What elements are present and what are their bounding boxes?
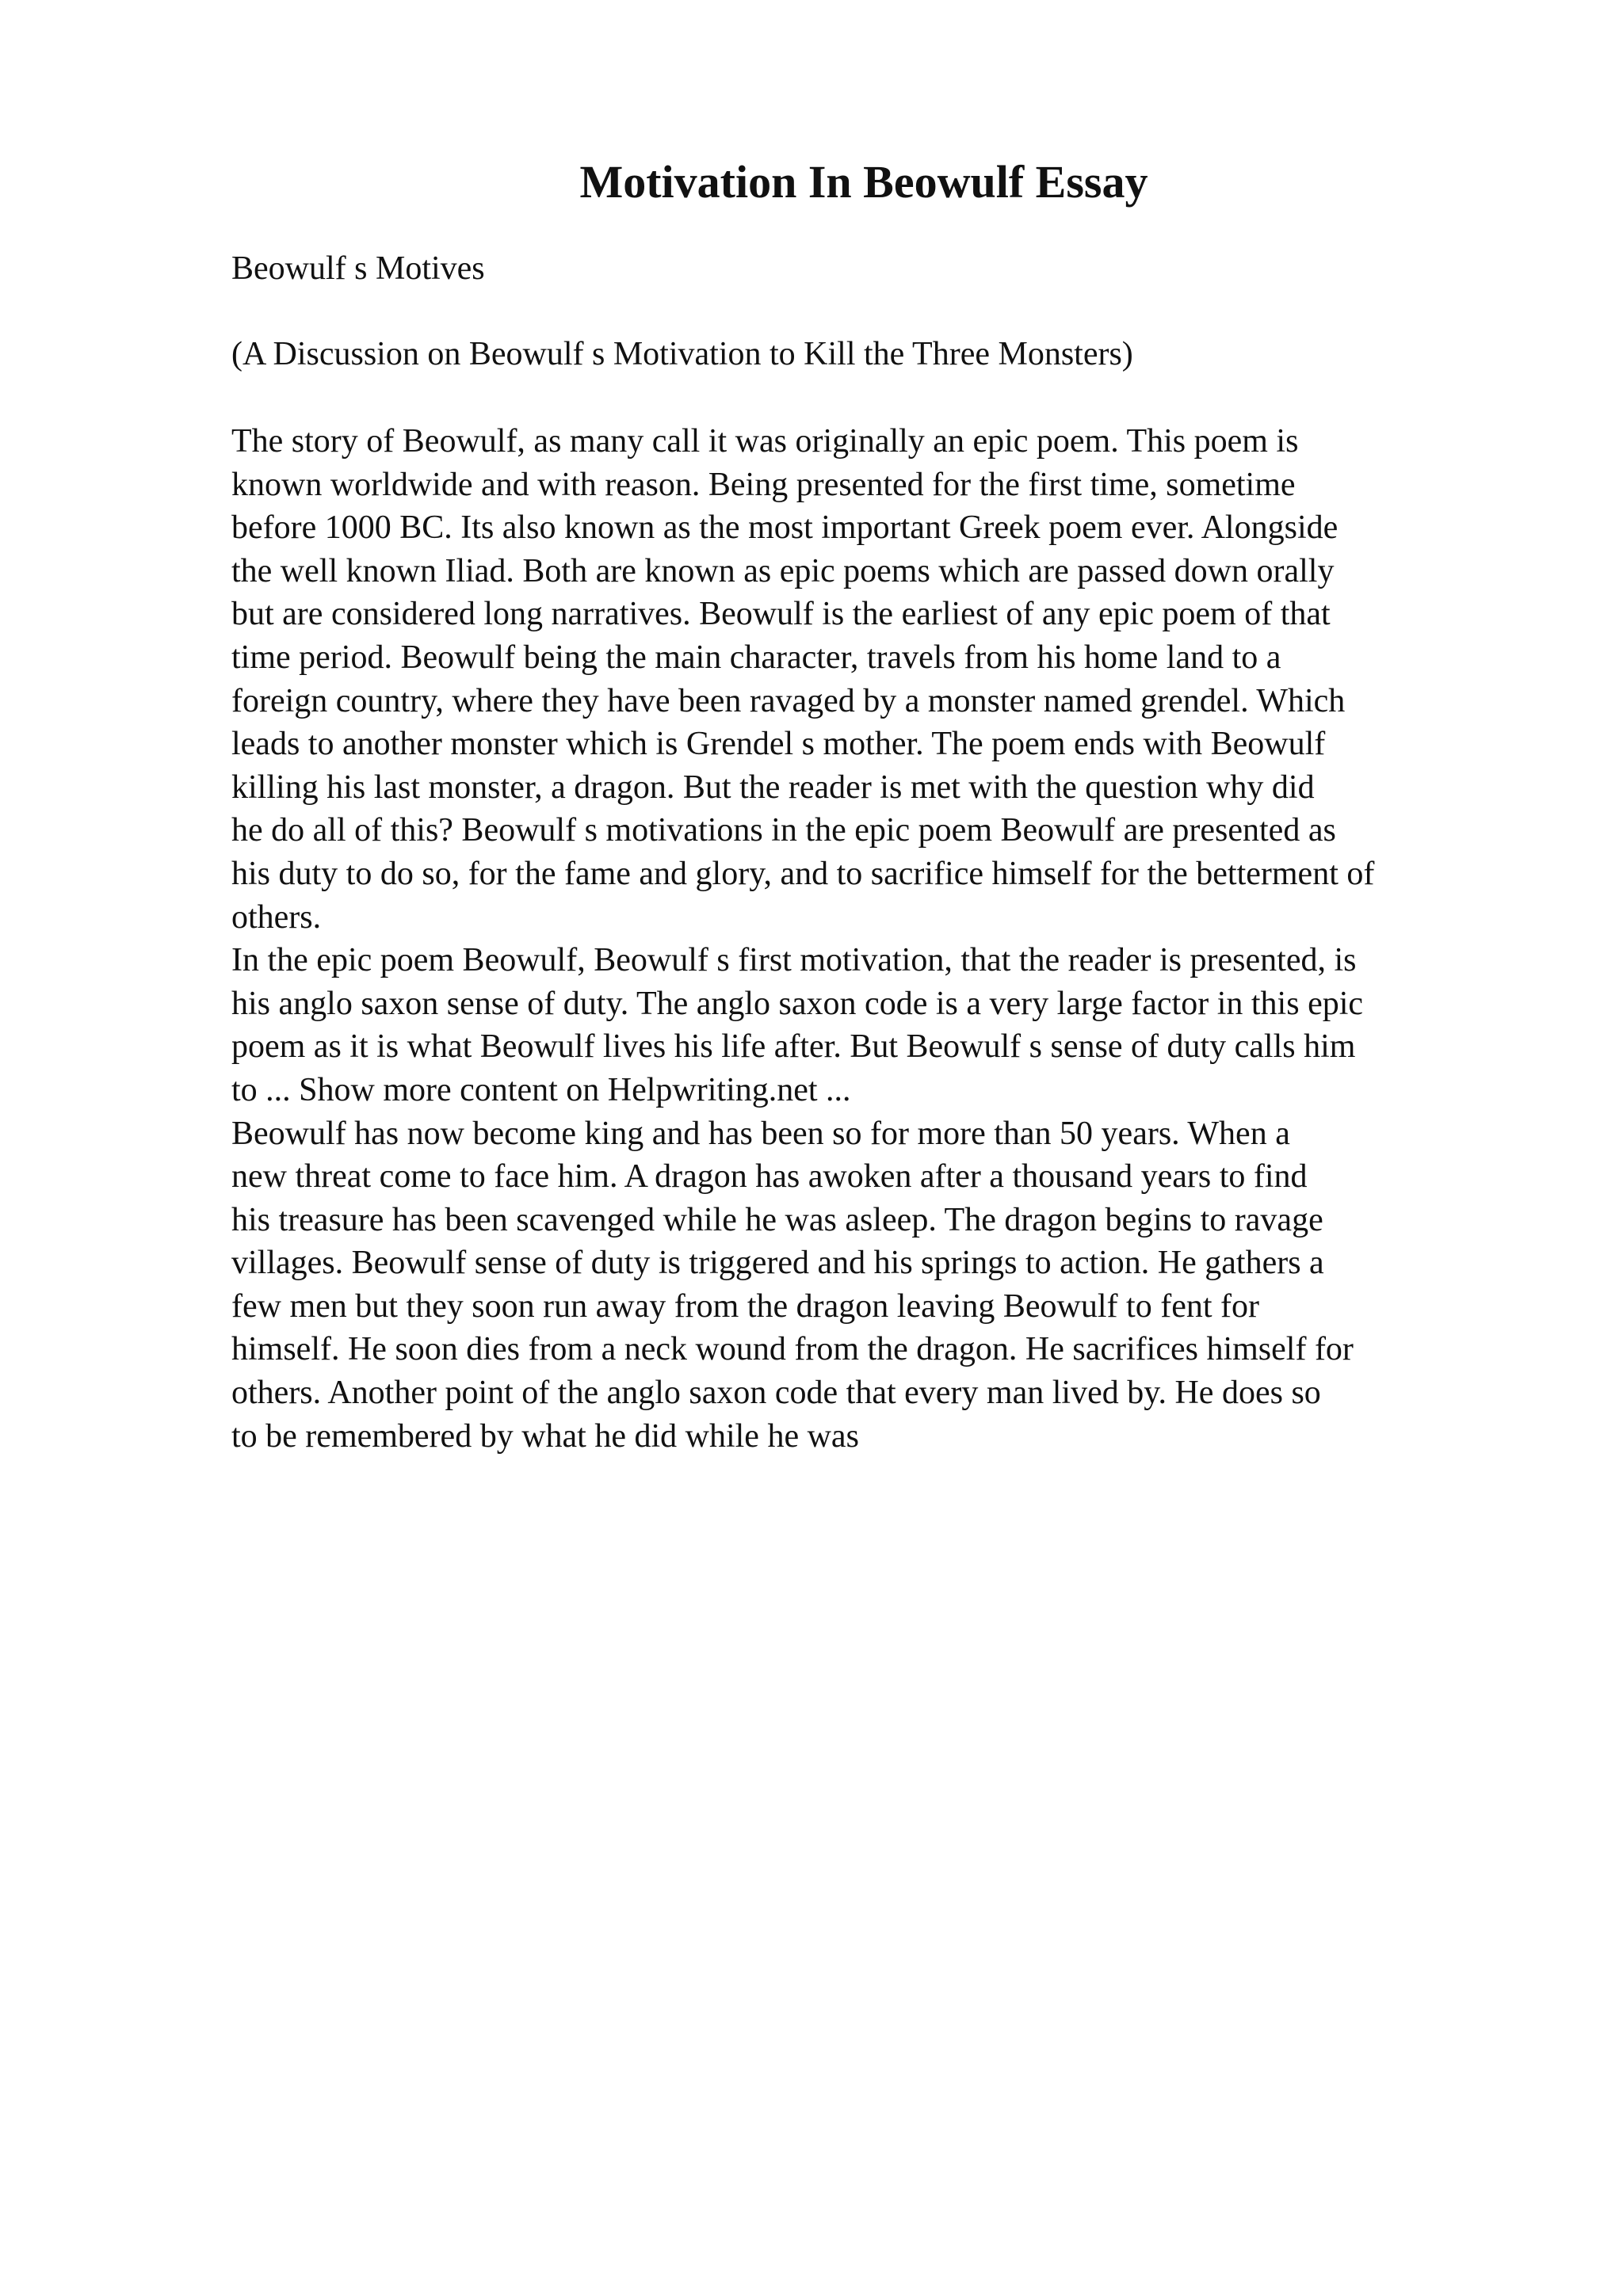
text-line: In the epic poem Beowulf, Beowulf s first motivation, that the reader is presented, is [231, 942, 1357, 979]
text-line: killing his last monster, a dragon. But the reader is met with the question why did [231, 769, 1315, 806]
text-line: leads to another monster which is Grendel s mother. The poem ends with Beowulf [231, 726, 1326, 763]
text-line: time period. Beowulf being the main character, travels from his home land to a [231, 639, 1281, 676]
text-line: his treasure has been scavenged while he was asleep. The dragon begins to ravage [231, 1201, 1323, 1238]
text-line: Beowulf has now become king and has been so for more than 50 years. When a [231, 1115, 1290, 1152]
text-line: villages. Beowulf sense of duty is triggered and his springs to action. He gathers a [231, 1245, 1324, 1282]
text-line: but are considered long narratives. Beowulf is the earliest of any epic poem of that [231, 596, 1331, 633]
text-line: few men but they soon run away from the dragon leaving Beowulf to fent for [231, 1287, 1259, 1325]
text-line: The story of Beowulf, as many call it was originally an epic poem. This poem is [231, 423, 1299, 460]
text-line: his duty to do so, for the fame and glory, and to sacrifice himself for the betterment of [231, 855, 1375, 892]
document-subtitle: Beowulf s Motives [231, 250, 485, 287]
text-line: poem as it is what Beowulf lives his life after. But Beowulf s sense of duty calls him [231, 1028, 1356, 1066]
document-title: Motivation In Beowulf Essay [579, 156, 1148, 208]
text-line: new threat come to face him. A dragon has awoken after a thousand years to find [231, 1158, 1308, 1196]
text-line: his anglo saxon sense of duty. The anglo saxon code is a very large factor in this epic [231, 985, 1364, 1022]
text-line: foreign country, where they have been ravaged by a monster named grendel. Which [231, 682, 1346, 719]
text-line: known worldwide and with reason. Being presented for the first time, sometime [231, 466, 1296, 503]
text-line: himself. He soon dies from a neck wound from the dragon. He sacrifices himself for [231, 1331, 1354, 1368]
text-line: others. Another point of the anglo saxon code that every man lived by. He does so [231, 1375, 1321, 1412]
text-line: the well known Iliad. Both are known as epic poems which are passed down orally [231, 552, 1335, 589]
text-line: before 1000 BC. Its also known as the most important Greek poem ever. Alongside [231, 509, 1338, 547]
text-line: to ... Show more content on Helpwriting.net ... [231, 1071, 851, 1108]
text-line: he do all of this? Beowulf s motivations in the epic poem Beowulf are presented as [231, 812, 1336, 849]
document-subheading: (A Discussion on Beowulf s Motivation to Kill the Three Monsters) [231, 336, 1133, 372]
text-line: others. [231, 898, 322, 936]
text-line: to be remembered by what he did while he was [231, 1417, 859, 1455]
essay-body [231, 420, 1594, 1458]
